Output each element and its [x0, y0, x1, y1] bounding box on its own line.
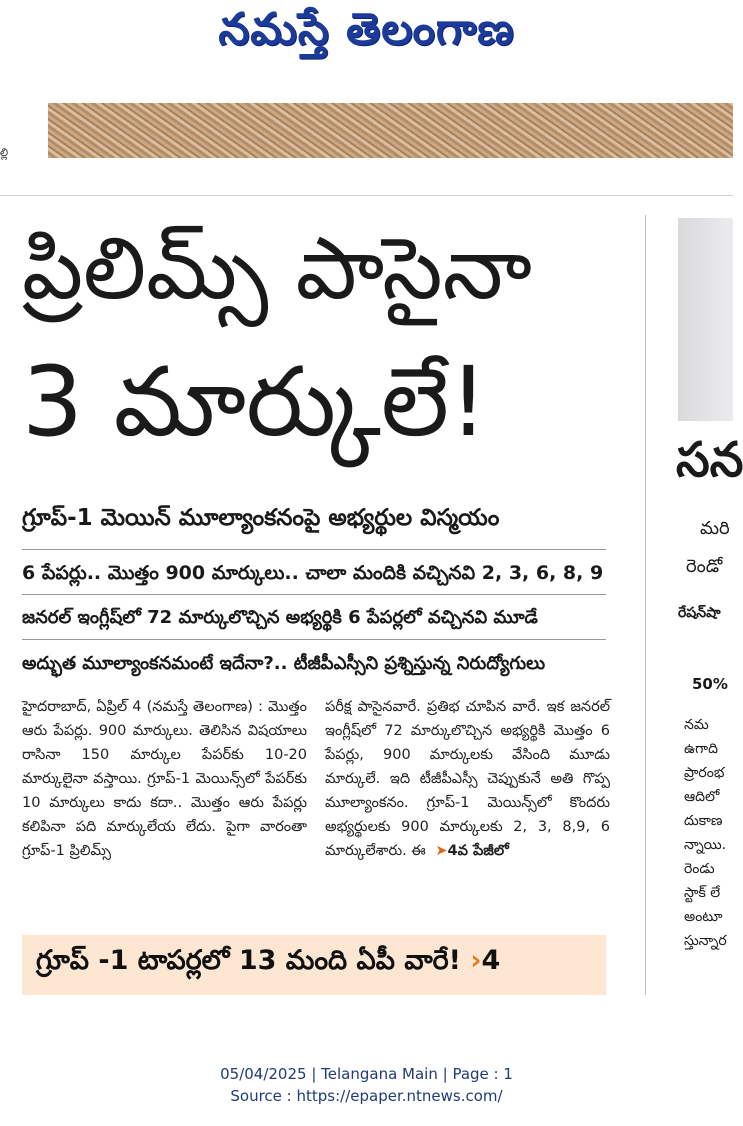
article-body-right-text: పరీక్ష పాసైనవారే. ప్రతిభ చూపిన వారే. ఇక జనరల్ ఇంగ్లీష్‌లో 72 మార్కులొచ్చిన అభ్యర్థికి మొత్తం 6 పేపర్లు, 900 మార్కులకు వేసింది మూడు మార్కులే. ఇది టీజీపీఎస్సీ చెప్పుకునే అతి గొప్ప మూల్యాంకనం. గ్రూప్-1 మెయిన్స్‌లో కొందరు అభ్యర్థులకు 900 మార్కులకు 2, 3, 8,9, 6 మార్కులేశారు. ఈ: [325, 699, 610, 859]
side-article-headline: సన: [676, 432, 743, 488]
masthead: [0, 0, 733, 72]
footer-source-line: Source : https://epaper.ntnews.com/: [230, 1087, 503, 1105]
banner-image: [48, 103, 733, 158]
headline-line-1: ప్రిలిమ్స్ పాసైనా: [22, 219, 532, 319]
bottom-banner[interactable]: [36, 945, 500, 983]
bottom-banner-page: 4: [481, 945, 501, 976]
side-article-line-3: రేషన్‌షా: [678, 605, 721, 621]
divider: [22, 549, 606, 550]
continued-link[interactable]: [430, 843, 509, 859]
side-body-line: స్టాక్ లే: [684, 885, 721, 901]
divider: [22, 639, 606, 640]
side-body-line: స్తున్నార: [684, 933, 727, 949]
chevron-right-icon: ›: [470, 945, 482, 976]
top-rule: [0, 195, 733, 196]
side-body-line: ఉగాది: [684, 741, 718, 757]
continued-label: 4వ పేజీలో: [447, 843, 509, 859]
side-article-line-2: రెండో: [686, 556, 723, 577]
footer-date-line: 05/04/2025 | Telangana Main | Page : 1: [220, 1065, 513, 1083]
side-body-line: ప్రారంభ: [684, 765, 725, 781]
article-body-right: [325, 695, 610, 863]
subhead-4: అద్భుత మూల్యాంకనమంటే ఇదేనా?.. టీజీపీఎస్సీని ప్రశ్నిస్తున్న నిరుద్యోగులు: [22, 653, 546, 674]
banner-edge-text: ల్లి: [0, 146, 9, 159]
divider: [22, 594, 606, 595]
arrow-icon: ➤: [435, 843, 448, 859]
side-article-line-4: 50%: [692, 675, 728, 693]
side-body-line: న్నాయి.: [684, 837, 727, 853]
side-body-line: నమ: [684, 717, 709, 733]
subhead-1: గ్రూప్-1 మెయిన్ మూల్యాంకనంపై అభ్యర్థుల విస్మయం: [22, 505, 500, 531]
side-article-line-1: మరి: [700, 518, 730, 539]
side-body-line: ఆదిలో: [684, 789, 720, 805]
column-divider: [645, 215, 646, 995]
side-body-line: దుకాణ: [684, 813, 723, 829]
side-body-line: రెండు: [684, 861, 715, 877]
side-article-body: [684, 713, 733, 953]
bottom-banner-text: గ్రూప్ -1 టాపర్లలో 13 మంది ఏపీ వారే!: [36, 945, 461, 976]
masthead-logo: నమస్తే తెలంగాణ: [218, 4, 515, 55]
article-body-left: హైదరాబాద్, ఏప్రిల్ 4 (నమస్తే తెలంగాణ) : మొత్తం ఆరు పేపర్లు. 900 మార్కులు. తెలిసిన విషయాలు రాసినా 150 మార్కుల పేపర్‌కు 10-20 మార్కులైనా వస్తాయి. గ్రూప్-1 మెయిన్స్‌లో పేపర్‌కు 10 మార్కులు కాదు కదా.. మొత్తం ఆరు పేపర్లు కలిపినా పది మార్కులేయ లేదు. పైగా వారంతా గ్రూప్-1 ప్రిలిమ్స్: [22, 699, 307, 859]
subhead-3: జనరల్ ఇంగ్లీష్‌లో 72 మార్కులొచ్చిన అభ్యర్థికి 6 పేపర్లలో వచ్చినవి మూడే: [22, 607, 538, 628]
side-article-photo: [678, 218, 733, 421]
side-body-line: అంటూ: [684, 909, 723, 925]
subhead-2: 6 పేపర్లు.. మొత్తం 900 మార్కులు.. చాలా మందికి వచ్చినవి 2, 3, 6, 8, 9: [22, 562, 604, 584]
headline-line-2: 3 మార్కులే!: [22, 346, 488, 458]
page-footer: [0, 1063, 733, 1107]
